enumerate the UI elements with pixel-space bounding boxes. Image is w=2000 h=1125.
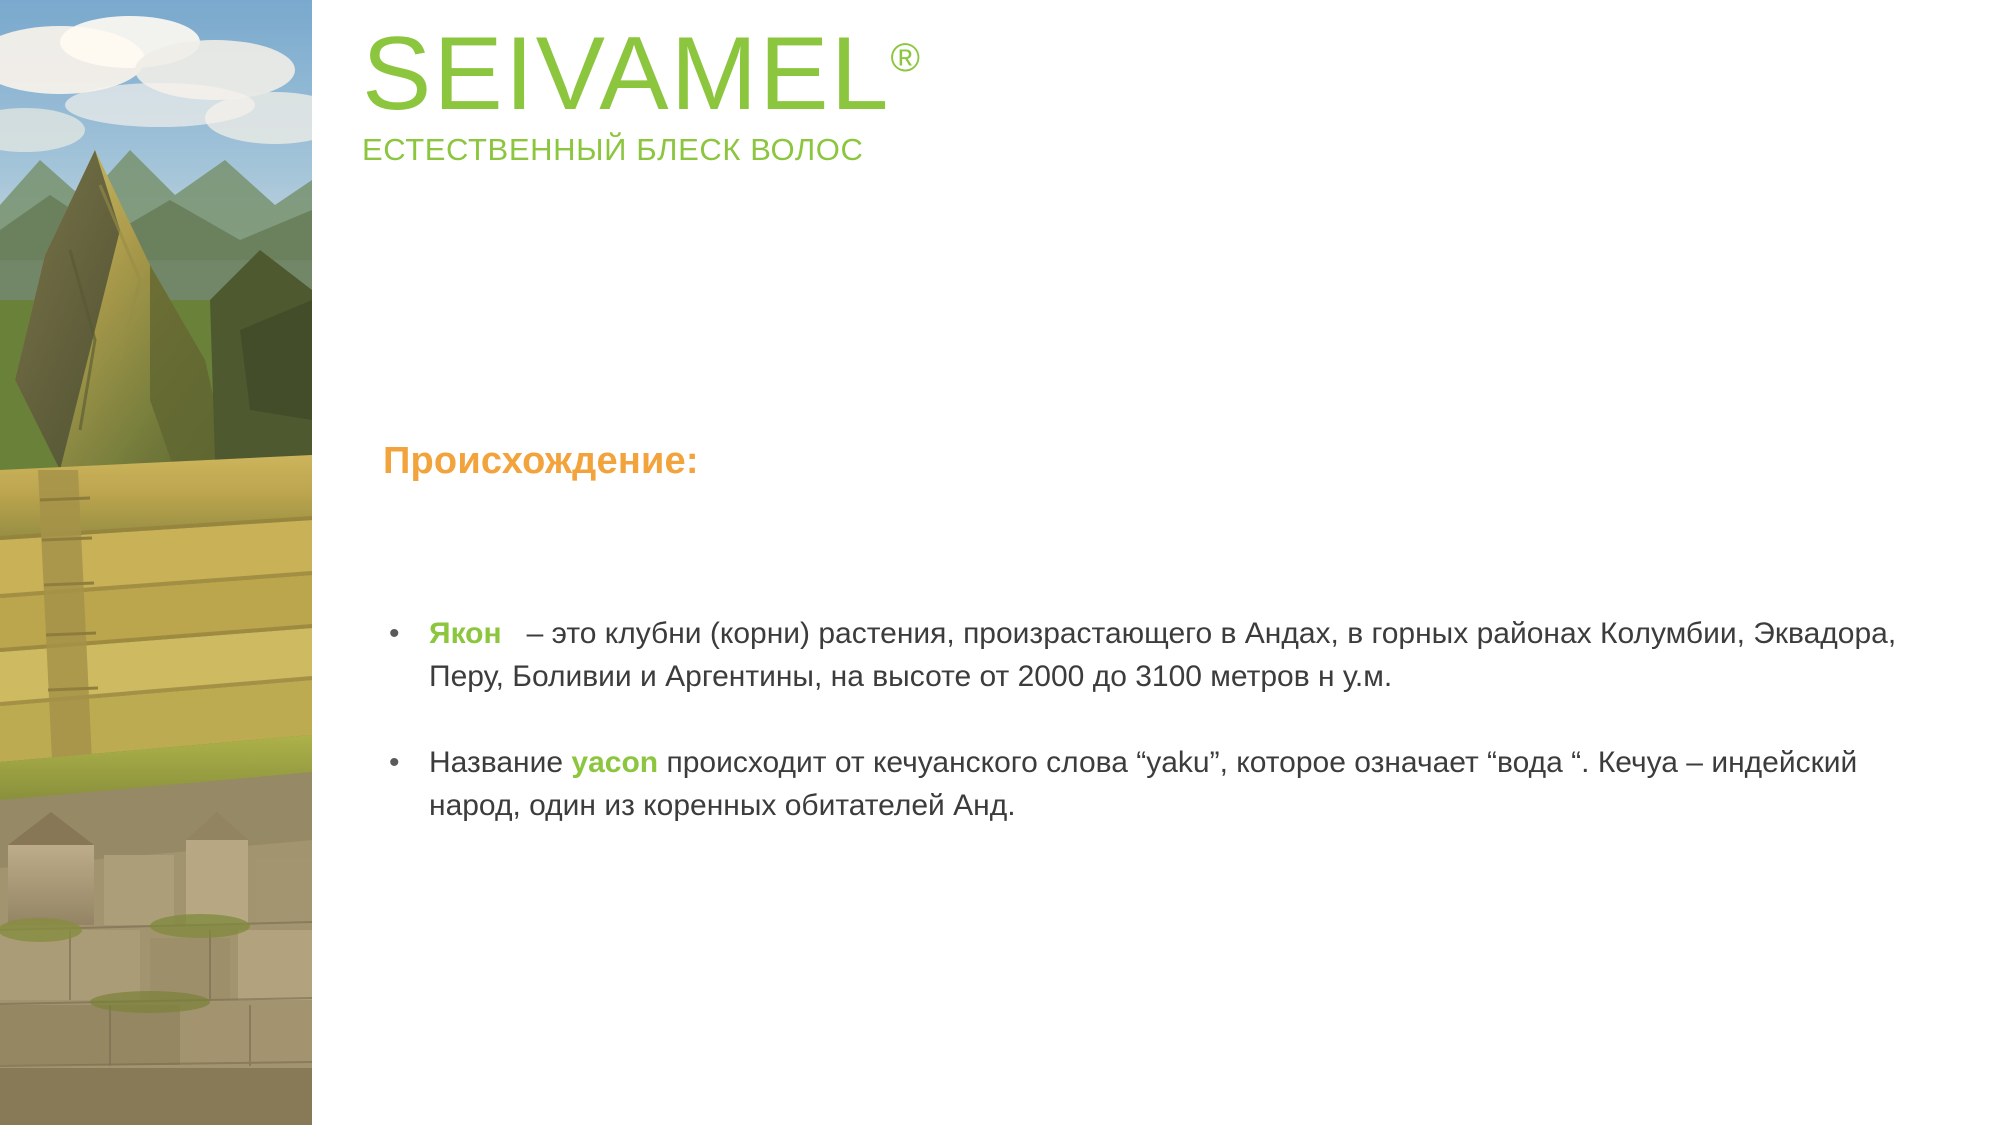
brand-wordmark xyxy=(362,16,1562,132)
bullet-list xyxy=(383,613,1903,871)
brand-tagline: ЕСТЕСТВЕННЫЙ БЛЕСК ВОЛОС xyxy=(362,132,864,167)
bullet-marker: • xyxy=(389,746,400,780)
bullet-text-main: – это клубни (корни) растения, произрастающего в Андах, в горных районах Колумбии, Эквадора, Перу, Боливии и Аргентины, на высоте от 2000 до 3100 метров н у.м. xyxy=(429,617,1897,693)
bullet-marker: • xyxy=(389,617,400,650)
machu-picchu-andes-photo xyxy=(0,0,312,1125)
list-item xyxy=(383,742,1903,827)
bullet-body xyxy=(429,742,1903,827)
brand-logo-block xyxy=(362,16,1562,168)
photo-illustration xyxy=(0,0,312,1125)
registered-trademark-icon: ® xyxy=(890,36,920,80)
keyword-yakon: Якон xyxy=(429,617,502,650)
list-item xyxy=(383,613,1903,698)
keyword-spacer xyxy=(502,617,527,650)
brand-wordmark-text: SEIVAMEL xyxy=(362,16,891,132)
bullet-body xyxy=(429,613,1903,698)
section-title: Происхождение: xyxy=(383,440,699,482)
bullet-text-main: происходит от кечуанского слова “yaku”, которое означает “вода “. Кечуа – индейский народ, один из коренных обитателей Анд. xyxy=(429,746,1858,822)
keyword-yacon: yacon xyxy=(571,746,659,780)
bullet-text-lead: Название xyxy=(429,746,572,780)
